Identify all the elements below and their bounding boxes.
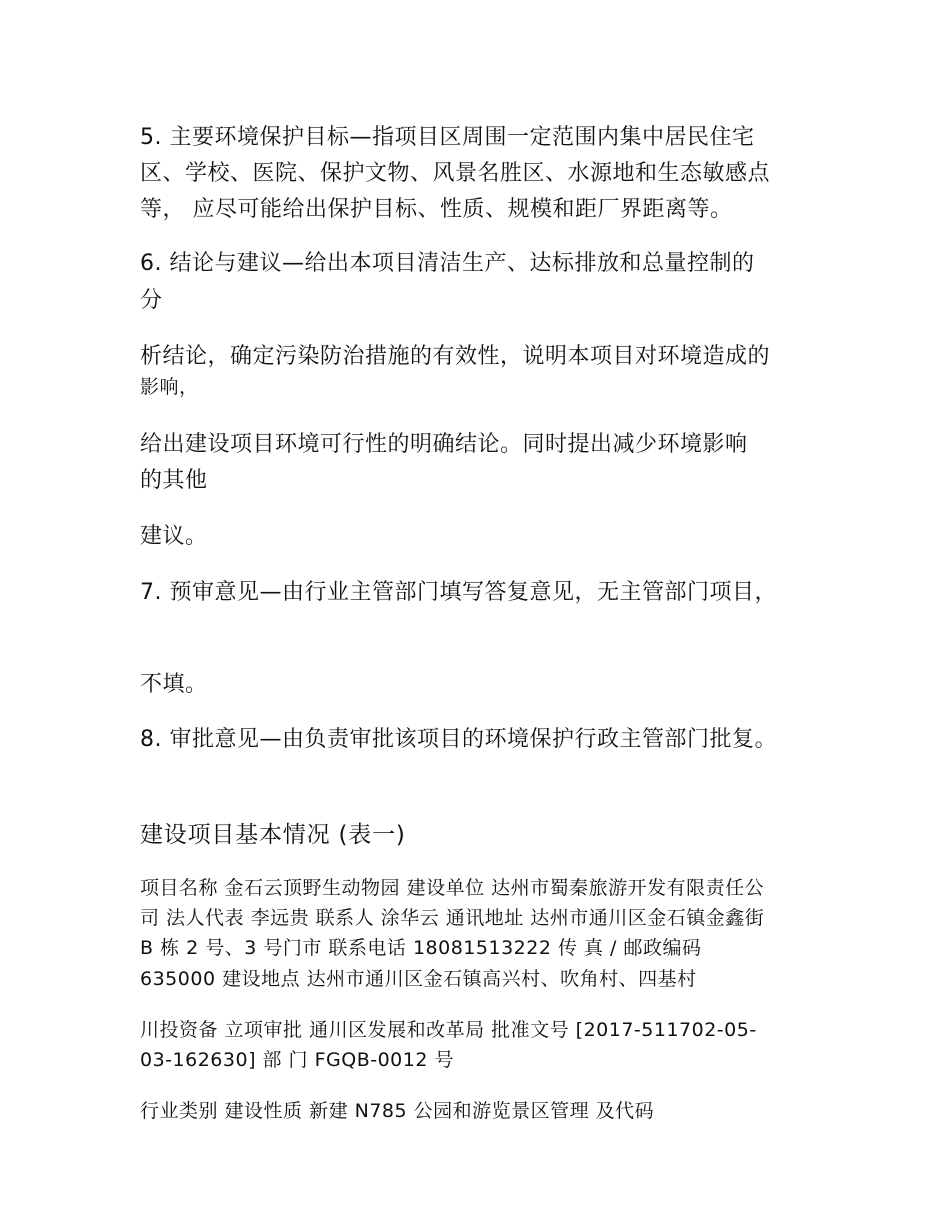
note-6-line-1: 6. 结论与建议—给出本项目清洁生产、达标排放和总量控制的: [140, 251, 755, 276]
note-5-line-3: 等， 应尽可能给出保护目标、性质、规模和距厂界距离等。: [140, 197, 733, 222]
table-line-7: 行业类别 建设性质 新建 N785 公园和游览景区管理 及代码: [140, 1100, 655, 1122]
note-8-line-1: 8. 审批意见—由负责审批该项目的环境保护行政主管部门批复。: [140, 727, 777, 752]
note-6-line-6: 的其他: [140, 468, 208, 493]
note-6-line-5: 给出建设项目环境可行性的明确结论。同时提出减少环境影响: [140, 432, 748, 457]
note-6-line-7: 建议。: [140, 524, 208, 549]
note-6-line-2: 分: [140, 288, 163, 313]
note-7-line-1: 7. 预审意见—由行业主管部门填写答复意见，无主管部门项目，: [140, 580, 777, 605]
note-6-line-3: 析结论，确定污染防治措施的有效性，说明本项目对环境造成的: [140, 344, 771, 369]
note-5-line-2: 区、学校、医院、保护文物、风景名胜区、水源地和生态敏感点: [140, 161, 771, 186]
note-7-line-2: 不填。: [140, 672, 208, 697]
table-line-1: 项目名称 金石云顶野生动物园 建设单位 达州市蜀秦旅游开发有限责任公: [140, 877, 765, 899]
table-title: 建设项目基本情况 (表一): [140, 822, 406, 848]
table-line-4: 635000 建设地点 达州市通川区金石镇高兴村、吹角村、四基村: [140, 968, 697, 990]
table-line-6: 03-162630] 部 门 FGQB-0012 号: [140, 1049, 454, 1071]
table-line-2: 司 法人代表 李远贵 联系人 涂华云 通讯地址 达州市通川区金石镇金鑫街: [140, 907, 765, 929]
note-5-line-1: 5. 主要环境保护目标—指项目区周围一定范围内集中居民住宅: [140, 125, 755, 150]
note-6-line-4: 影响，: [140, 376, 199, 398]
table-line-5: 川投资备 立项审批 通川区发展和改革局 批准文号 [2017-511702-05-: [140, 1019, 757, 1041]
table-line-3: B 栋 2 号、3 号门市 联系电话 18081513222 传 真 / 邮政编码: [140, 937, 702, 959]
